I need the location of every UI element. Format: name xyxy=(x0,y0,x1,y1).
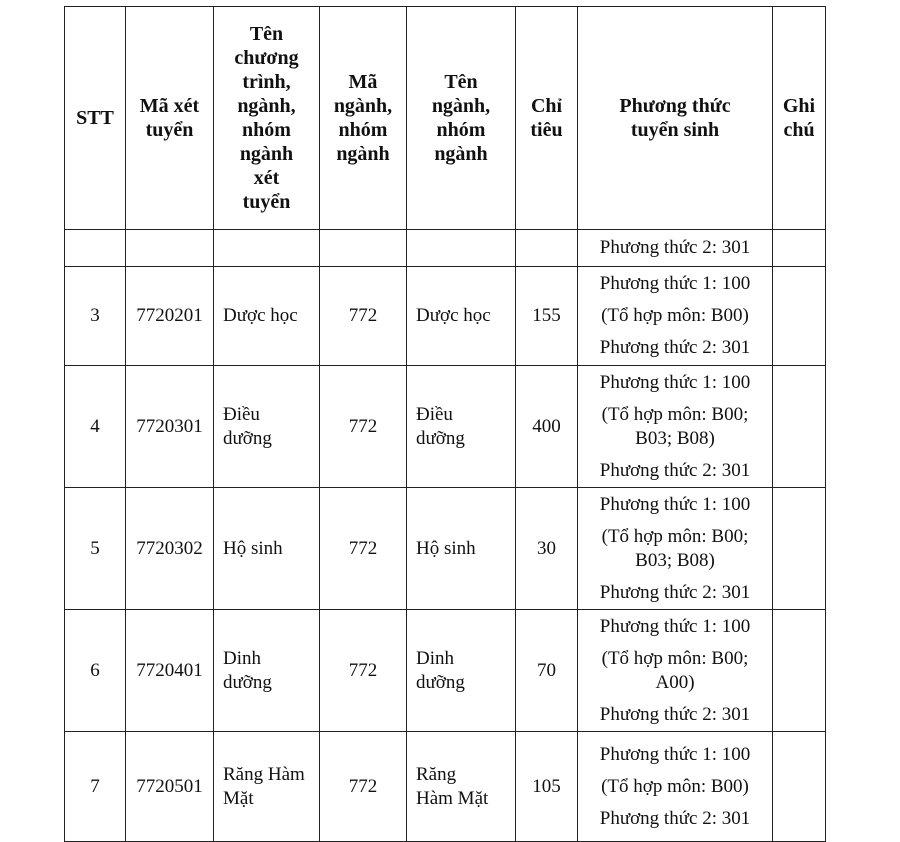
to-hop-text: B03; B08) xyxy=(635,427,715,449)
cell-ten-nganh xyxy=(407,488,516,610)
cell-ten-chuong-trinh-line: Dinh xyxy=(223,647,261,669)
cell-ten-chuong-trinh xyxy=(214,610,320,732)
header-line: Tên xyxy=(444,71,478,93)
pt2-text: Phương thức 2: 301 xyxy=(599,581,751,603)
pt2-text: Phương thức 2: 301 xyxy=(599,807,751,829)
cell-ten-chuong-trinh xyxy=(214,366,320,488)
cell-ten-chuong-trinh-line: dưỡng xyxy=(223,427,272,449)
header-chi-tieu xyxy=(516,7,578,230)
header-line: ngành xyxy=(239,143,294,165)
cell-ten-chuong-trinh-line: Hộ sinh xyxy=(223,537,283,559)
cell-ghi-chu xyxy=(773,366,826,488)
continuation-row xyxy=(65,230,826,267)
table-row xyxy=(65,732,826,842)
table-row xyxy=(65,267,826,366)
header-line: chương xyxy=(234,47,299,69)
cell-ma-xet-tuyen: 7720501 xyxy=(126,732,214,842)
cell-chi-tieu: 105 xyxy=(516,732,578,842)
continuation-pt2: Phương thức 2: 301 xyxy=(578,230,773,267)
cell-phuong-thuc xyxy=(578,366,773,488)
cell-ten-chuong-trinh-line: dưỡng xyxy=(223,671,272,693)
header-line: xét xyxy=(253,167,280,189)
cell-chi-tieu: 155 xyxy=(516,267,578,366)
cell-ten-nganh xyxy=(407,610,516,732)
cell-ma-nganh: 772 xyxy=(320,610,407,732)
cell-chi-tieu: 70 xyxy=(516,610,578,732)
cell-ghi-chu xyxy=(773,610,826,732)
cell-ten-nganh xyxy=(407,267,516,366)
cell-chi-tieu: 400 xyxy=(516,366,578,488)
cell-stt: 3 xyxy=(65,267,126,366)
cell-stt: 4 xyxy=(65,366,126,488)
cell-ten-nganh-line: dưỡng xyxy=(416,671,465,693)
cell-phuong-thuc xyxy=(578,488,773,610)
header-ma-xet-tuyen xyxy=(126,7,214,230)
pt1-text: Phương thức 1: 100 xyxy=(599,743,751,765)
pt2-text: Phương thức 2: 301 xyxy=(599,459,751,481)
header-line: Chỉ xyxy=(530,95,563,117)
header-ten-chuong-trinh xyxy=(214,7,320,230)
header-line: Tên xyxy=(249,23,284,45)
pt1-text: Phương thức 1: 100 xyxy=(599,371,751,393)
pt2-text: Phương thức 2: 301 xyxy=(599,337,751,358)
header-line: Phương thức xyxy=(619,95,731,117)
cell-phuong-thuc xyxy=(578,610,773,732)
header-line: Ghi xyxy=(782,95,816,117)
cell-ghi-chu xyxy=(773,267,826,366)
pt1-text: Phương thức 1: 100 xyxy=(599,615,751,637)
pt1-text: Phương thức 1: 100 xyxy=(599,493,751,515)
cell-ten-chuong-trinh xyxy=(214,488,320,610)
cell-ten-chuong-trinh-line: Răng Hàm xyxy=(223,763,305,785)
header-ghi-chu xyxy=(773,7,826,230)
header-line: chú xyxy=(783,119,815,141)
cell-ten-nganh-line: Hàm Mặt xyxy=(416,787,489,809)
header-line: tuyển xyxy=(242,191,291,213)
header-line: nhóm xyxy=(242,119,291,141)
cell-ma-nganh: 772 xyxy=(320,732,407,842)
header-line: trình, xyxy=(242,71,291,93)
cell-ma-xet-tuyen: 7720401 xyxy=(126,610,214,732)
cell-ma-nganh: 772 xyxy=(320,366,407,488)
cell-ten-nganh-line: Dược học xyxy=(416,305,491,326)
cell-ten-nganh-line: dưỡng xyxy=(416,427,465,449)
cell-ten-nganh xyxy=(407,366,516,488)
to-hop-text: A00) xyxy=(655,671,695,693)
header-line: tuyển xyxy=(145,119,194,141)
to-hop-text: (Tổ hợp môn: B00; xyxy=(601,647,749,669)
to-hop-text: B03; B08) xyxy=(635,549,715,571)
cell-ma-nganh: 772 xyxy=(320,267,407,366)
header-line: tiêu xyxy=(530,119,563,141)
cell-ghi-chu xyxy=(773,732,826,842)
header-line: ngành xyxy=(336,143,390,165)
header-line: ngành xyxy=(434,143,488,165)
cell-stt: 7 xyxy=(65,732,126,842)
cell-ten-chuong-trinh-line: Dược học xyxy=(223,305,298,326)
header-line: Mã xét xyxy=(139,95,200,117)
header-line: nhóm xyxy=(436,119,486,141)
header-line: tuyển sinh xyxy=(630,119,720,141)
cell-chi-tieu: 30 xyxy=(516,488,578,610)
header-line: ngành, xyxy=(333,95,393,117)
cell-ten-nganh-line: Điều xyxy=(416,403,453,425)
table-row xyxy=(65,488,826,610)
admissions-table xyxy=(64,6,826,842)
header-line: ngành, xyxy=(431,95,491,117)
pt2-text: Phương thức 2: 301 xyxy=(599,703,751,725)
cell-ten-chuong-trinh-line: Mặt xyxy=(223,787,254,809)
cell-ma-xet-tuyen: 7720201 xyxy=(126,267,214,366)
cell-ma-xet-tuyen: 7720302 xyxy=(126,488,214,610)
header-ma-nganh xyxy=(320,7,407,230)
header-line: ngành, xyxy=(237,95,296,117)
header-ten-nganh xyxy=(407,7,516,230)
cell-ten-chuong-trinh-line: Điều xyxy=(223,403,260,425)
cell-ma-xet-tuyen: 7720301 xyxy=(126,366,214,488)
table-row xyxy=(65,366,826,488)
cell-ten-nganh-line: Răng xyxy=(416,763,457,785)
cell-ten-chuong-trinh xyxy=(214,267,320,366)
cell-ten-nganh-line: Hộ sinh xyxy=(416,537,476,559)
header-line: Mã xyxy=(348,71,378,93)
table-row xyxy=(65,610,826,732)
to-hop-text: (Tổ hợp môn: B00) xyxy=(601,305,749,326)
cell-stt: 6 xyxy=(65,610,126,732)
header-line: nhóm xyxy=(338,119,388,141)
cell-phuong-thuc xyxy=(578,732,773,842)
cell-ma-nganh: 772 xyxy=(320,488,407,610)
to-hop-text: (Tổ hợp môn: B00; xyxy=(601,403,749,425)
cell-ghi-chu xyxy=(773,488,826,610)
header-phuong-thuc xyxy=(578,7,773,230)
cell-ten-chuong-trinh xyxy=(214,732,320,842)
cell-phuong-thuc xyxy=(578,267,773,366)
to-hop-text: (Tổ hợp môn: B00; xyxy=(601,525,749,547)
cell-ten-nganh xyxy=(407,732,516,842)
header-stt: STT xyxy=(65,7,126,230)
header-row xyxy=(65,7,826,230)
to-hop-text: (Tổ hợp môn: B00) xyxy=(601,775,749,797)
cell-ten-nganh-line: Dinh xyxy=(416,647,454,669)
pt1-text: Phương thức 1: 100 xyxy=(599,273,751,294)
cell-stt: 5 xyxy=(65,488,126,610)
